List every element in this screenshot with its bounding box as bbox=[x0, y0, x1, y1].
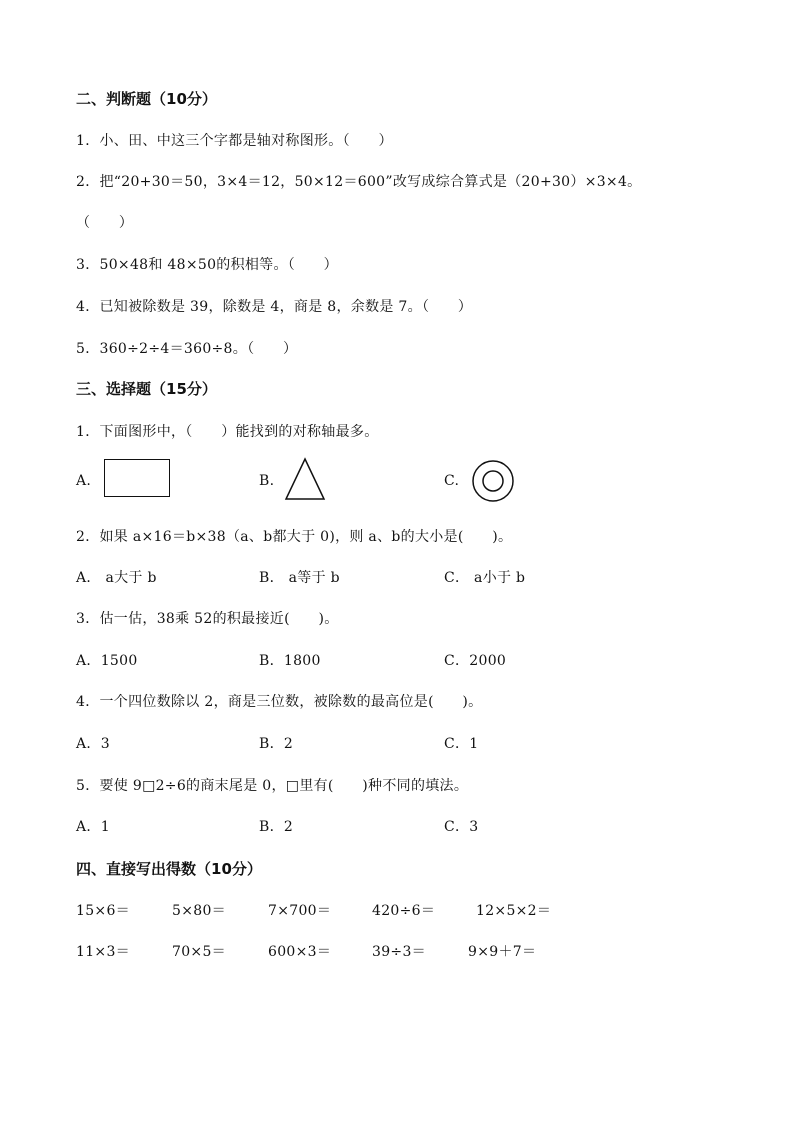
calc-item: 12×5×2＝ bbox=[476, 903, 552, 919]
choice-q1-stem: 1．下面图形中，（ ）能找到的对称轴最多。 bbox=[76, 424, 379, 440]
calc-item: 39÷3＝ bbox=[372, 944, 426, 960]
choice-q3-option-a: A．1500 bbox=[76, 653, 138, 669]
choice-q5-option-a: A．1 bbox=[76, 819, 110, 835]
choice-q4-option-b: B．2 bbox=[259, 736, 294, 752]
choice-q4-option-c: C．1 bbox=[444, 736, 479, 752]
concentric-circles-icon bbox=[471, 459, 515, 503]
choice-q2-option-b: B． a等于 b bbox=[259, 570, 340, 586]
choice-q5-stem: 5．要使 9□2÷6的商末尾是 0，□里有( )种不同的填法。 bbox=[76, 778, 469, 794]
rectangle-icon bbox=[104, 459, 170, 497]
section2-title: 二、判断题（10分） bbox=[76, 90, 217, 108]
judge-q2: 2．把“20+30＝50，3×4＝12，50×12＝600”改写成综合算式是（20+30）×3×4。 bbox=[76, 174, 642, 190]
judge-q5: 5．360÷2÷4＝360÷8。（ ） bbox=[76, 341, 298, 357]
calc-item: 15×6＝ bbox=[76, 903, 130, 919]
calc-item: 11×3＝ bbox=[76, 944, 130, 960]
section4-title: 四、直接写出得数（10分） bbox=[76, 860, 262, 878]
judge-q1: 1．小、田、中这三个字都是轴对称图形。（ ） bbox=[76, 133, 393, 149]
choice-q4-stem: 4．一个四位数除以 2，商是三位数，被除数的最高位是( )。 bbox=[76, 694, 483, 710]
choice-q1-option-c: C. bbox=[444, 473, 460, 489]
choice-q4-option-a: A．3 bbox=[76, 736, 110, 752]
choice-q5-option-b: B．2 bbox=[259, 819, 294, 835]
judge-q3: 3．50×48和 48×50的积相等。（ ） bbox=[76, 257, 338, 273]
choice-q1-option-b: B. bbox=[259, 473, 275, 489]
choice-q2-option-a: A． a大于 b bbox=[76, 570, 157, 586]
choice-q2-stem: 2．如果 a×16＝b×38（a、b都大于 0)，则 a、b的大小是( )。 bbox=[76, 529, 513, 545]
choice-q3-option-b: B．1800 bbox=[259, 653, 321, 669]
triangle-icon bbox=[284, 457, 326, 501]
choice-q5-option-c: C．3 bbox=[444, 819, 479, 835]
choice-q3-stem: 3．估一估，38乘 52的积最接近( )。 bbox=[76, 611, 339, 627]
calc-item: 600×3＝ bbox=[268, 944, 332, 960]
section3-title: 三、选择题（15分） bbox=[76, 380, 217, 398]
calc-item: 420÷6＝ bbox=[372, 903, 436, 919]
choice-q1-option-a: A. bbox=[76, 473, 92, 489]
choice-q3-option-c: C．2000 bbox=[444, 653, 507, 669]
choice-q2-option-c: C． a小于 b bbox=[444, 570, 526, 586]
calc-item: 9×9＋7＝ bbox=[468, 944, 537, 960]
calc-item: 7×700＝ bbox=[268, 903, 332, 919]
calc-item: 5×80＝ bbox=[172, 903, 226, 919]
calc-item: 70×5＝ bbox=[172, 944, 226, 960]
judge-q2-blank: （ ） bbox=[76, 215, 134, 231]
judge-q4: 4．已知被除数是 39，除数是 4，商是 8，余数是 7。（ ） bbox=[76, 299, 473, 315]
